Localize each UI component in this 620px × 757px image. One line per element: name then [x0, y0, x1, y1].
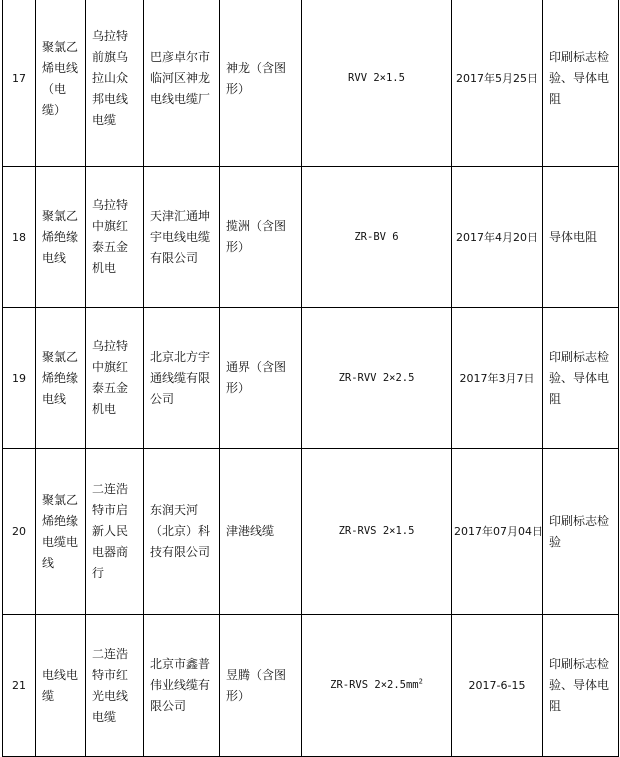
table-row [3, 167, 619, 308]
brand-name: 昱腾（含图形） [220, 615, 302, 757]
production-date: 2017年5月25日 [452, 0, 543, 167]
manufacturer-name: 北京北方宇通线缆有限公司 [144, 308, 220, 449]
model-spec-text: ZR-RVS 2×2.5mm [330, 679, 419, 691]
model-spec: RVV 2×1.5 [302, 0, 452, 167]
product-name: 聚氯乙烯电线（电缆） [36, 0, 86, 167]
row-number: 21 [3, 615, 36, 757]
production-date: 2017年3月7日 [452, 308, 543, 449]
seller-name: 二连浩特市启新人民电器商行 [86, 449, 144, 615]
model-spec: ZR-BV 6 [302, 167, 452, 308]
table-row [3, 615, 619, 757]
model-spec-superscript: 2 [418, 677, 423, 686]
row-number: 20 [3, 449, 36, 615]
seller-name: 乌拉特中旗红泰五金机电 [86, 308, 144, 449]
manufacturer-name: 东润天河（北京）科技有限公司 [144, 449, 220, 615]
row-number: 17 [3, 0, 36, 167]
inspection-results-table [2, 0, 619, 757]
model-spec: ZR-RVV 2×2.5 [302, 308, 452, 449]
product-name: 聚氯乙烯绝缘电线 [36, 167, 86, 308]
product-name: 聚氯乙烯绝缘电线 [36, 308, 86, 449]
model-spec: ZR-RVS 2×1.5 [302, 449, 452, 615]
row-number: 19 [3, 308, 36, 449]
production-date: 2017-6-15 [452, 615, 543, 757]
seller-name: 乌拉特前旗乌拉山众邦电线电缆 [86, 0, 144, 167]
failed-items: 导体电阻 [543, 167, 619, 308]
brand-name: 神龙（含图形） [220, 0, 302, 167]
failed-items: 印刷标志检验、导体电阻 [543, 615, 619, 757]
seller-name: 乌拉特中旗红泰五金机电 [86, 167, 144, 308]
failed-items: 印刷标志检验、导体电阻 [543, 0, 619, 167]
row-number: 18 [3, 167, 36, 308]
failed-items: 印刷标志检验 [543, 449, 619, 615]
failed-items: 印刷标志检验、导体电阻 [543, 308, 619, 449]
manufacturer-name: 巴彦卓尔市临河区神龙电线电缆厂 [144, 0, 220, 167]
production-date: 2017年4月20日 [452, 167, 543, 308]
manufacturer-name: 天津汇通坤宇电线电缆有限公司 [144, 167, 220, 308]
brand-name: 津港线缆 [220, 449, 302, 615]
table-row [3, 308, 619, 449]
brand-name: 揽洲（含图形） [220, 167, 302, 308]
product-name: 电线电缆 [36, 615, 86, 757]
table-row [3, 449, 619, 615]
table-row [3, 0, 619, 167]
model-spec [302, 615, 452, 757]
seller-name: 二连浩特市红光电线电缆 [86, 615, 144, 757]
product-name: 聚氯乙烯绝缘电缆电线 [36, 449, 86, 615]
production-date: 2017年07月04日 [452, 449, 543, 615]
brand-name: 通界（含图形） [220, 308, 302, 449]
manufacturer-name: 北京市鑫普伟业线缆有限公司 [144, 615, 220, 757]
